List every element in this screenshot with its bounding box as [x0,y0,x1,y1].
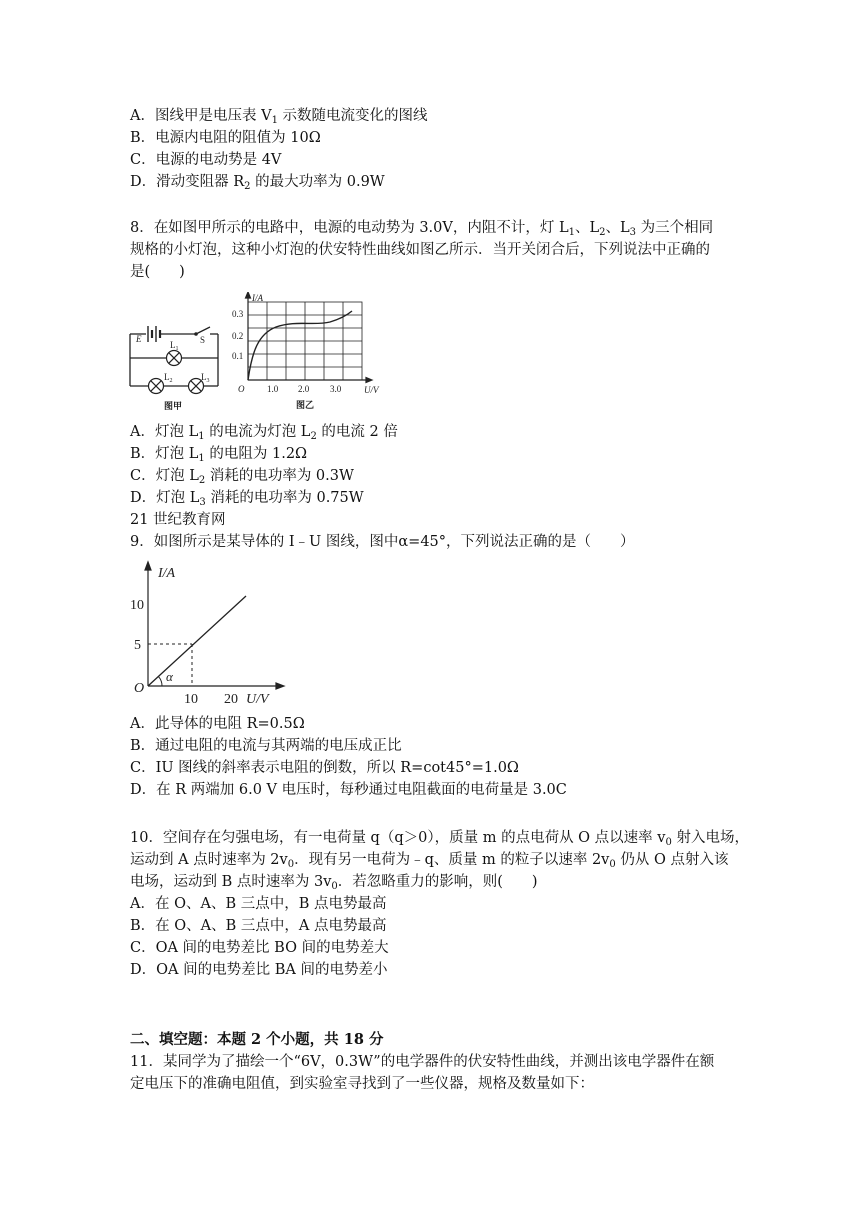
ytick-0-3: 0.3 [232,309,244,319]
q10-option-d: D．OA 间的电势差比 BA 间的电势差小 [130,962,388,978]
q8-option-a: A．灯泡 $L_1$ 的电流为灯泡 $L_2$ 的电流 2 倍 [130,424,398,442]
xtick-10: 10 [184,692,198,707]
q7-option-a: A．图线甲是电压表 $V_1$ 示数随电流变化的图线 [130,108,428,126]
section-heading: 二、填空题：本题 2 个小题，共 18 分 [130,1031,384,1048]
q10-stem-line1: 10．空间存在匀强电场，有一电荷量 q（q＞0），质量 m 的点电荷从 O 点以速率 $v_0$ 射入电场， [130,830,749,848]
ytick-5: 5 [134,638,141,653]
q11-stem-line1: 11．某同学为了描绘一个“6V，0.3W”的电学器件的伏安特性曲线，并测出该电学器件在额 [130,1054,715,1070]
battery-icon [148,326,160,342]
xtick-3-0: 3.0 [330,384,342,394]
iu-line [148,596,246,686]
ytick-0-2: 0.2 [232,331,244,341]
alpha-label: α [166,669,173,684]
q11-stem-line2: 定电压下的准确电阻值，到实验室寻找到了一些仪器，规格及数量如下： [130,1076,594,1092]
xtick-1-0: 1.0 [267,384,279,394]
ytick-0-1: 0.1 [232,351,244,361]
x-axis-label: U/V [246,692,269,707]
q10-option-a: A．在 O、A、B 三点中，B 点电势最高 [130,896,387,912]
q7-option-d: D．滑动变阻器 $R_2$ 的最大功率为 0.9W [130,174,385,192]
y-axis-label: I/A [158,566,176,581]
lamp-icon [149,351,204,394]
q8-iu-curve [226,292,386,416]
q9-iu-graph [128,558,288,708]
q8-option-b: B．灯泡 $L_1$ 的电阻为 1.2Ω [130,446,308,464]
watermark-text: 21 世纪教育网 [130,512,226,528]
fig-yi-caption: 图乙 [296,400,315,410]
q8-stem-line1: 8．在如图甲所示的电路中，电源的电动势为 3.0V，内阻不计，灯 $L_1$、$L_2$、$L_3$ 为三个相同 [130,220,714,238]
q10-option-b: B．在 O、A、B 三点中，A 点电势最高 [130,918,387,934]
q9-option-b: B．通过电阻的电流与其两端的电压成正比 [130,738,402,754]
q10-stem-line2: 运动到 A 点时速率为 $2v_0$．现有另一电荷为﹣q、质量 m 的粒子以速率 $2v_0$ 仍从 O 点射入该 [130,852,729,870]
iu-curve-line [248,311,352,380]
q8-stem-line3: 是( ) [130,264,185,280]
xtick-2-0: 2.0 [298,384,310,394]
fig-jia-caption: 图甲 [164,401,183,411]
q8-circuit-diagram [124,318,224,416]
q7-option-c: C．电源的电动势是 4V [130,152,282,168]
q9-stem: 9．如图所示是某导体的 I﹣U 图线，图中α=45°，下列说法正确的是（ ） [130,534,635,550]
switch-label: S [200,335,206,345]
emf-label: E [136,334,142,344]
lamp3-label: $L_3$ [201,372,210,384]
q9-option-a: A．此导体的电阻 R=0.5Ω [130,716,305,732]
q8-stem-line2: 规格的小灯泡，这种小灯泡的伏安特性曲线如图乙所示．当开关闭合后，下列说法中正确的 [130,242,710,258]
q8-option-c: C．灯泡 $L_2$ 消耗的电功率为 0.3W [130,468,354,486]
origin-label: O [134,681,145,696]
q8-option-d: D．灯泡 $L_3$ 消耗的电功率为 0.75W [130,490,364,508]
lamp1-label: $L_1$ [170,340,179,352]
x-axis-label: U/V [364,385,379,395]
xtick-20: 20 [224,692,238,707]
y-axis-label: I/A [252,293,263,303]
q9-option-d: D．在 R 两端加 6.0 V 电压时，每秒通过电阻截面的电荷量是 3.0C [130,782,567,798]
lamp2-label: $L_2$ [164,372,173,384]
q10-option-c: C．OA 间的电势差比 BO 间的电势差大 [130,940,389,956]
ytick-10: 10 [130,598,144,613]
q7-option-b: B．电源内电阻的阻值为 10Ω [130,130,321,146]
q10-stem-line3: 电场，运动到 B 点时速率为 $3v_0$．若忽略重力的影响，则( ) [130,874,538,892]
origin-label: O [238,384,245,394]
q9-option-c: C．IU 图线的斜率表示电阻的倒数，所以 R=cot45°=1.0Ω [130,760,519,776]
